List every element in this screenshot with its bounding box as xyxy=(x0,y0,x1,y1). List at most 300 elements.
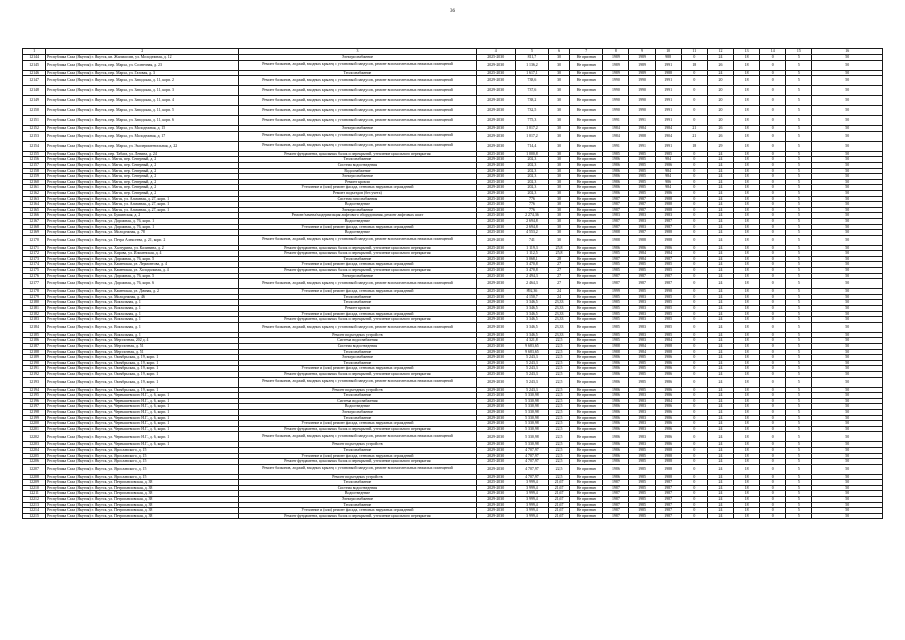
table-cell: 24 xyxy=(707,218,733,224)
table-cell: Ремонт балконов, лоджий, входных крылец с установкой пандусов, ремонт вспомогательных нежилых помещений xyxy=(239,106,476,116)
table-cell: 50 xyxy=(812,96,883,106)
table-cell: 5 xyxy=(786,294,812,300)
table-cell: 2029-2030 xyxy=(476,338,515,344)
table-cell: Республика Саха (Якутия) г. Якутск, ул. Каменская, ул. Холодильная, д. 4 xyxy=(46,268,239,274)
header-cell: 13 xyxy=(734,49,760,55)
table-cell: 3 346,5 xyxy=(515,317,548,323)
table-cell: 27 xyxy=(549,279,570,289)
table-cell: 1986 xyxy=(655,404,681,410)
table-cell: 22,5 xyxy=(549,398,570,404)
table-cell: 24 xyxy=(707,349,733,355)
table-cell: 50 xyxy=(812,224,883,230)
table-cell: 0 xyxy=(681,415,707,421)
table-cell: 1989 xyxy=(629,60,655,70)
table-cell: 18 xyxy=(734,432,760,442)
table-cell: 18 xyxy=(734,502,760,508)
table-cell: 50 xyxy=(812,86,883,96)
table-cell: 5 xyxy=(786,453,812,459)
header-cell: 6 xyxy=(549,49,570,55)
table-cell: 30 xyxy=(549,96,570,106)
table-cell: Республика Саха (Якутия) г. Якутск, пер. Марха, ул. Заводская, д. 11, корп. 6 xyxy=(46,116,239,126)
table-cell: 1986 xyxy=(655,387,681,393)
table-cell: Республика Саха (Якутия) г. Якутск, пер. Марха, ул. Заводская, д. 11, корп. 3 xyxy=(46,86,239,96)
table-cell: Электроснабжение xyxy=(239,409,476,415)
table-cell: 1987 xyxy=(629,196,655,202)
table-cell: 24 xyxy=(707,480,733,486)
table-cell: 2029-2030 xyxy=(476,474,515,480)
table-cell: 1985 xyxy=(603,306,629,312)
table-row xyxy=(23,432,883,442)
table-cell: 50 xyxy=(812,497,883,503)
table-cell: 12162 xyxy=(23,190,46,196)
table-row xyxy=(23,464,883,474)
table-cell: 1985 xyxy=(629,480,655,486)
table-cell: 5 xyxy=(786,196,812,202)
table-cell: 1987 xyxy=(655,480,681,486)
table-cell: 2025-2030 xyxy=(476,289,515,295)
table-cell: 1983 xyxy=(629,409,655,415)
table-cell: 18 xyxy=(734,141,760,151)
table-cell: 1985 xyxy=(629,355,655,361)
table-cell: 24 xyxy=(707,70,733,76)
table-cell: 24 xyxy=(707,311,733,317)
table-cell: 1988 xyxy=(603,235,629,245)
table-cell: 0 xyxy=(681,491,707,497)
table-cell: 5 xyxy=(786,447,812,453)
table-cell: 12214 xyxy=(23,508,46,514)
table-cell: 0 xyxy=(681,360,707,366)
table-cell: 50 xyxy=(812,141,883,151)
table-cell: 12207 xyxy=(23,464,46,474)
table-cell: 0 xyxy=(760,151,786,157)
table-cell: 12174 xyxy=(23,262,46,268)
table-cell: 12189 xyxy=(23,355,46,361)
table-cell: 2029-2030 xyxy=(476,106,515,116)
table-cell: 50 xyxy=(812,480,883,486)
table-cell: Республика Саха (Якутия) г. Якутск, пер. Марха, ул. Солнечная, д. 23 xyxy=(46,60,239,70)
table-cell: Не признан xyxy=(570,179,603,185)
table-cell: 21,67 xyxy=(549,508,570,514)
table-cell: 0 xyxy=(760,453,786,459)
table-cell: 24 xyxy=(707,207,733,213)
table-cell: 5 xyxy=(786,474,812,480)
table-cell: 1985 xyxy=(629,371,655,377)
table-cell: 12152 xyxy=(23,126,46,132)
table-cell: 1985 xyxy=(603,300,629,306)
table-cell: Не признан xyxy=(570,86,603,96)
table-cell: 5 xyxy=(786,459,812,465)
table-cell: 1984 xyxy=(655,126,681,132)
table-cell: Республика Саха (Якутия) г. Якутск, ул. Чернышевского Н.Г., д. 6, корп. 1 xyxy=(46,442,239,448)
table-cell: 1988 xyxy=(655,196,681,202)
table-cell: Не признан xyxy=(570,453,603,459)
table-cell: 1985 xyxy=(629,491,655,497)
table-cell: 1983 xyxy=(629,317,655,323)
table-cell: 24 xyxy=(707,289,733,295)
table-cell: 2025-2030 xyxy=(476,371,515,377)
table-cell: 2029-2030 xyxy=(476,513,515,519)
header-cell: 5 xyxy=(515,49,548,55)
table-cell: 1985 xyxy=(629,485,655,491)
table-cell: 1986 xyxy=(655,377,681,387)
table-cell: 1983 xyxy=(629,426,655,432)
table-cell: 12184 xyxy=(23,322,46,332)
table-cell: 2029-2030 xyxy=(476,421,515,427)
table-cell: 50 xyxy=(812,289,883,295)
table-cell: 22,5 xyxy=(549,344,570,350)
table-cell: 1985 xyxy=(655,332,681,338)
table-cell: 2029-2030 xyxy=(476,464,515,474)
table-cell: 24 xyxy=(707,415,733,421)
table-cell: 24 xyxy=(707,251,733,257)
table-cell: 5 xyxy=(786,273,812,279)
table-cell: 1990 xyxy=(629,86,655,96)
table-cell: 1984 xyxy=(629,126,655,132)
table-cell: 30 xyxy=(549,126,570,132)
table-cell: 1991 xyxy=(603,141,629,151)
table-cell: 5 xyxy=(786,106,812,116)
table-cell: 22,5 xyxy=(549,464,570,474)
table-cell: 0 xyxy=(760,421,786,427)
table-cell: Республика Саха (Якутия) г. Якутск, пер. Табага, ул. Ленина, д. 24 xyxy=(46,151,239,157)
table-cell: 5 xyxy=(786,398,812,404)
table-cell: 9 683,65 xyxy=(515,344,548,350)
table-row xyxy=(23,86,883,96)
table-cell: 12187 xyxy=(23,344,46,350)
table-cell: Республика Саха (Якутия) г. Якутск, ул. Октябрьская, д. 19, корп. 1 xyxy=(46,355,239,361)
table-cell: 26 xyxy=(707,60,733,70)
table-cell: 2029-2030 xyxy=(476,262,515,268)
table-cell: 50 xyxy=(812,174,883,180)
table-cell: 0 xyxy=(760,196,786,202)
table-cell: 30 xyxy=(549,207,570,213)
table-cell: Республика Саха (Якутия) г. Якутск, ул. Чернышевского Н.Г., д. 6, корп. 1 xyxy=(46,421,239,427)
table-cell: 5 xyxy=(786,421,812,427)
table-cell: 50 xyxy=(812,366,883,372)
table-cell: 0 xyxy=(681,409,707,415)
table-cell: 1986 xyxy=(603,404,629,410)
table-cell: 0 xyxy=(760,279,786,289)
table-cell: 2029-2030 xyxy=(476,60,515,70)
table-cell: Не признан xyxy=(570,116,603,126)
table-cell: 3 346,5 xyxy=(515,322,548,332)
table-cell: 5 xyxy=(786,168,812,174)
table-cell: 18 xyxy=(734,366,760,372)
table-cell: 18 xyxy=(734,393,760,399)
table-cell: 2025-2030 xyxy=(476,213,515,219)
table-cell: Не признан xyxy=(570,174,603,180)
table-cell: 50 xyxy=(812,464,883,474)
table-cell: 18 xyxy=(734,474,760,480)
table-cell: 21,67 xyxy=(549,502,570,508)
table-cell: 23,33 xyxy=(549,306,570,312)
table-cell: 1985 xyxy=(629,268,655,274)
table-cell: 1991 xyxy=(629,141,655,151)
table-cell: 18 xyxy=(734,377,760,387)
table-cell: 0 xyxy=(760,371,786,377)
table-cell: 1988 xyxy=(629,131,655,141)
table-cell: 2029-2030 xyxy=(476,168,515,174)
table-cell: 50 xyxy=(812,474,883,480)
table-cell: Не признан xyxy=(570,322,603,332)
table-cell: 1986 xyxy=(655,190,681,196)
table-cell: 12173 xyxy=(23,256,46,262)
table-cell: 2 274,36 xyxy=(515,213,548,219)
table-cell: 18 xyxy=(734,409,760,415)
table-cell: 0 xyxy=(681,349,707,355)
table-cell: 1984 xyxy=(655,398,681,404)
table-cell: Не признан xyxy=(570,513,603,519)
table-cell: 732,5 xyxy=(515,106,548,116)
table-cell: Республика Саха (Якутия) г. Якутск, с. Магаs, пер. Северный, д. 2 xyxy=(46,162,239,168)
table-cell: 23,33 xyxy=(549,311,570,317)
table-cell: 0 xyxy=(760,355,786,361)
table-cell: 12170 xyxy=(23,235,46,245)
table-cell: 5 xyxy=(786,377,812,387)
table-cell: 5 xyxy=(786,322,812,332)
table-cell: 0 xyxy=(760,404,786,410)
table-cell: Республика Саха (Якутия) г. Якутск, ул. Дорожная, д. 76, корп. 5 xyxy=(46,256,239,262)
table-cell: 0 xyxy=(681,162,707,168)
table-row xyxy=(23,322,883,332)
table-cell: 0 xyxy=(760,366,786,372)
table-cell: 1987 xyxy=(603,256,629,262)
table-cell: 50 xyxy=(812,218,883,224)
table-cell: 1987 xyxy=(629,279,655,289)
table-cell: Не признан xyxy=(570,317,603,323)
table-cell: 1985 xyxy=(603,311,629,317)
table-cell: 2025-2030 xyxy=(476,273,515,279)
table-cell: 3 999,4 xyxy=(515,513,548,519)
table-cell: Не признан xyxy=(570,409,603,415)
table-cell: 1988 xyxy=(655,70,681,76)
table-cell: 0 xyxy=(681,185,707,191)
table-cell: 5 xyxy=(786,300,812,306)
table-cell: 22,5 xyxy=(549,426,570,432)
table-cell: Не признан xyxy=(570,398,603,404)
table-cell: 50 xyxy=(812,508,883,514)
table-cell: 20 xyxy=(707,106,733,116)
table-cell: 21,67 xyxy=(549,497,570,503)
table-cell: 1986 xyxy=(655,371,681,377)
table-cell: Не признан xyxy=(570,224,603,230)
table-cell: 20 xyxy=(707,116,733,126)
table-cell: 0 xyxy=(760,377,786,387)
table-cell: 1986 xyxy=(603,415,629,421)
table-cell: 50 xyxy=(812,459,883,465)
table-cell: 1 112,5 xyxy=(515,251,548,257)
table-cell: 1983 xyxy=(629,421,655,427)
table-cell: 0 xyxy=(760,432,786,442)
table-cell: 50 xyxy=(812,207,883,213)
table-cell: 5 xyxy=(786,76,812,86)
table-cell: 18 xyxy=(734,338,760,344)
table-cell: Ремонт балконов, лоджий, входных крылец с установкой пандусов, ремонт вспомогательных нежилых помещений xyxy=(239,377,476,387)
table-cell: Республика Саха (Якутия) г. Якутск, ул. Чернышевского Н.Г., д. 6, корп. 1 xyxy=(46,415,239,421)
table-cell: 0 xyxy=(681,116,707,126)
table-cell: 1986 xyxy=(603,447,629,453)
table-cell: Не признан xyxy=(570,332,603,338)
table-cell: 12160 xyxy=(23,179,46,185)
table-cell: 1983 xyxy=(603,213,629,219)
table-cell: 1985 xyxy=(655,300,681,306)
table-cell: 1987 xyxy=(603,224,629,230)
table-cell: 0 xyxy=(760,162,786,168)
table-cell: Республика Саха (Якутия) г. Якутск, с. Магаs, пер. Северный, д. 2 xyxy=(46,168,239,174)
table-cell: 22,5 xyxy=(549,432,570,442)
table-cell: 12176 xyxy=(23,273,46,279)
table-cell: 5 330,98 xyxy=(515,426,548,432)
table-cell: 12159 xyxy=(23,174,46,180)
table-cell: 24 xyxy=(707,387,733,393)
table-cell: 5 xyxy=(786,426,812,432)
table-cell: 5 xyxy=(786,55,812,61)
table-cell: 30 xyxy=(549,213,570,219)
table-cell: Ремонт фундамента, цокольных балок и перекрытий, утепление цокольного перекрытия xyxy=(239,268,476,274)
table-cell: 1983 xyxy=(629,213,655,219)
table-cell: 2025-2030 xyxy=(476,480,515,486)
table-cell: 5 xyxy=(786,393,812,399)
table-cell: Республика Саха (Якутия) г. Якутск, с. Магаs, пер. Северный, д. 2 xyxy=(46,179,239,185)
table-cell: 1985 xyxy=(629,151,655,157)
table-cell: Утепление и (или) ремонт фасада, стеновых наружных ограждений xyxy=(239,185,476,191)
table-cell: 0 xyxy=(760,409,786,415)
table-cell: 3 068,1 xyxy=(515,256,548,262)
table-cell: 50 xyxy=(812,55,883,61)
table-cell: 18 xyxy=(734,162,760,168)
table-cell: 0 xyxy=(681,262,707,268)
table-cell: 0 xyxy=(760,306,786,312)
table-cell: 50 xyxy=(812,447,883,453)
table-cell: 18 xyxy=(734,131,760,141)
table-cell: 2029-2030 xyxy=(476,322,515,332)
table-cell: 24 xyxy=(707,273,733,279)
table-cell: Республика Саха (Якутия) г. Якутск, ул. Октябрьская, д. 19, корп. 1 xyxy=(46,377,239,387)
table-cell: 1987 xyxy=(603,202,629,208)
table-cell: 5 xyxy=(786,179,812,185)
table-cell: 24 xyxy=(707,409,733,415)
table-cell: 30 xyxy=(549,60,570,70)
table-cell: 3 346,5 xyxy=(515,332,548,338)
table-cell: 12180 xyxy=(23,300,46,306)
table-cell: 29 xyxy=(707,141,733,151)
table-cell: 5 xyxy=(786,224,812,230)
table-cell: Республика Саха (Якутия) г. Якутск, ул. Дорожная, д. 76, корп. 6 xyxy=(46,279,239,289)
table-cell: 18 xyxy=(734,86,760,96)
table-cell: 12192 xyxy=(23,371,46,377)
table-cell: 18 xyxy=(734,398,760,404)
table-cell: 0 xyxy=(760,344,786,350)
table-cell: 2025-2030 xyxy=(476,426,515,432)
table-cell: Не признан xyxy=(570,491,603,497)
table-cell: Ремонт подъездных устройств xyxy=(239,442,476,448)
table-cell: Не признан xyxy=(570,432,603,442)
table-cell: 50 xyxy=(812,360,883,366)
table-cell: 5 243,3 xyxy=(515,371,548,377)
table-cell: 1983 xyxy=(629,415,655,421)
table-cell: 28 xyxy=(549,256,570,262)
table-cell: 1990 xyxy=(603,106,629,116)
table-cell: 50 xyxy=(812,502,883,508)
table-cell: 18 xyxy=(734,459,760,465)
table-cell: 2029-2030 xyxy=(476,317,515,323)
table-cell: 18 xyxy=(734,174,760,180)
table-cell: 1986 xyxy=(603,474,629,480)
table-cell: 3 999,4 xyxy=(515,480,548,486)
table-cell: 0 xyxy=(681,179,707,185)
table-cell: 30 xyxy=(549,218,570,224)
table-cell: Ремонт/замена/модернизация лифтового оборудования, ремонт лифтовых шахт xyxy=(239,213,476,219)
table-cell: 0 xyxy=(760,168,786,174)
table-cell: 5 xyxy=(786,366,812,372)
table-cell: 50 xyxy=(812,377,883,387)
table-cell: 12171 xyxy=(23,245,46,251)
table-cell: 30 xyxy=(549,157,570,163)
table-cell: 0 xyxy=(681,289,707,295)
table-cell: 1985 xyxy=(629,508,655,514)
table-cell: Республика Саха (Якутия) г. Якутск, с. Магаs, ул. Алмазная, д. 27, корп. 1 xyxy=(46,202,239,208)
table-cell: 5 330,98 xyxy=(515,409,548,415)
table-cell: 5 xyxy=(786,404,812,410)
table-cell: 2029-2030 xyxy=(476,116,515,126)
table-cell: 1986 xyxy=(655,432,681,442)
table-row xyxy=(23,76,883,86)
table-cell: 0 xyxy=(760,70,786,76)
table-cell: Утепление и (или) ремонт фасада, стеновых наружных ограждений xyxy=(239,453,476,459)
table-cell: 22,5 xyxy=(549,355,570,361)
table-cell: 5 243,3 xyxy=(515,387,548,393)
table-cell: Не признан xyxy=(570,202,603,208)
table-cell: 1986 xyxy=(603,174,629,180)
table-cell: 18 xyxy=(734,485,760,491)
table-cell: 2025-2030 xyxy=(476,294,515,300)
table-cell: 4 707,97 xyxy=(515,447,548,453)
table-cell: 714,4 xyxy=(515,141,548,151)
table-cell: Республика Саха (Якутия) г. Якутск, ул. Петропавловская, д. 38 xyxy=(46,480,239,486)
table-cell: 5 xyxy=(786,338,812,344)
table-cell: Республика Саха (Якутия) г. Якутск, ул. Дорожная, д. 76, корп. 5 xyxy=(46,273,239,279)
table-cell: 0 xyxy=(681,256,707,262)
table-cell: 1985 xyxy=(629,168,655,174)
table-cell: 0 xyxy=(760,268,786,274)
table-cell: 1988 xyxy=(655,474,681,480)
table-cell: Не признан xyxy=(570,497,603,503)
table-cell: 2025-2030 xyxy=(476,245,515,251)
table-cell: 1984 xyxy=(629,344,655,350)
table-cell: Не признан xyxy=(570,60,603,70)
table-cell: Республика Саха (Якутия) г. Якутск, ул. Вокзальная, д. 1 xyxy=(46,311,239,317)
table-row xyxy=(23,96,883,106)
table-cell: 0 xyxy=(760,55,786,61)
table-cell: 1987 xyxy=(655,513,681,519)
table-cell: Республика Саха (Якутия) г. Якутск, ул. Ярославского, д. 15 xyxy=(46,474,239,480)
table-cell: Не признан xyxy=(570,294,603,300)
table-cell: Теплоснабжение xyxy=(239,157,476,163)
table-cell: Не признан xyxy=(570,190,603,196)
table-cell: 2 464,3 xyxy=(515,279,548,289)
table-cell: Не признан xyxy=(570,55,603,61)
table-cell: 5 330,98 xyxy=(515,442,548,448)
table-cell: 1991 xyxy=(655,76,681,86)
table-cell: 202,3 xyxy=(515,174,548,180)
table-cell: 1986 xyxy=(603,366,629,372)
table-cell: 5 xyxy=(786,355,812,361)
table-cell: 1991 xyxy=(655,116,681,126)
table-cell: Не признан xyxy=(570,393,603,399)
table-cell: 5 xyxy=(786,174,812,180)
table-cell: 0 xyxy=(681,190,707,196)
table-cell: Республика Саха (Якутия) г. Якутск, ул. Вокзальная, д. 1 xyxy=(46,332,239,338)
